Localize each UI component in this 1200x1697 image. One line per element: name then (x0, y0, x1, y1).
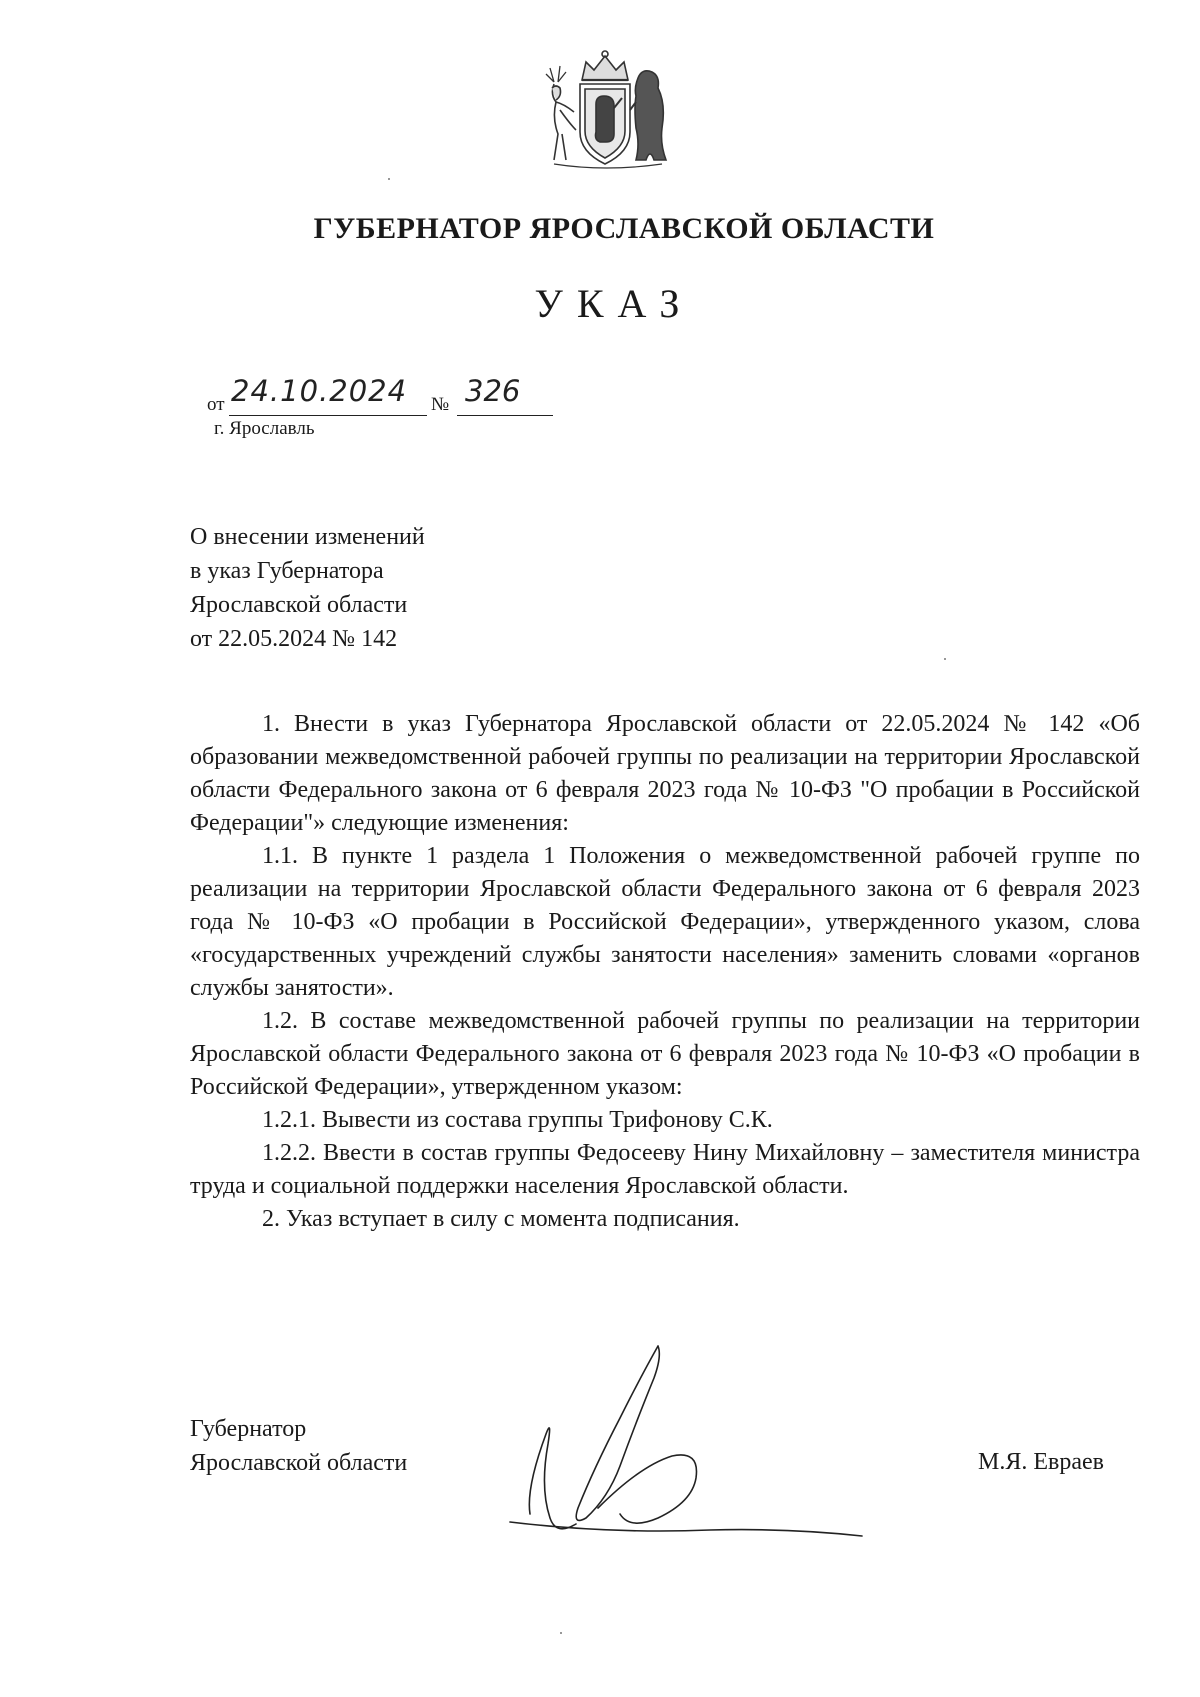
scan-speck (388, 178, 390, 180)
signer-title-line: Губернатор (190, 1416, 307, 1442)
date-prefix: от (207, 394, 225, 415)
issuing-authority-heading: ГУБЕРНАТОР ЯРОСЛАВСКОЙ ОБЛАСТИ (313, 212, 935, 245)
body-paragraph: 1.1. В пункте 1 раздела 1 Положения о межведомственной рабочей группе по реализации на территории Ярославской области Федерального закона от 6 февраля 2023 года № 10-ФЗ «О пробации в Российской Федерации», утвержденного указом, слова «государственных учреждений службы занятости населения» заменить словами «органов службы занятости». (190, 843, 1140, 1001)
signer-title (190, 1412, 407, 1480)
subject-line: от 22.05.2024 № 142 (190, 626, 398, 652)
date-underline (229, 415, 427, 416)
document-type-heading: УКАЗ (534, 281, 694, 326)
handwritten-signature-icon (490, 1338, 910, 1548)
number-prefix: № (431, 394, 450, 415)
document-body (190, 708, 1140, 1236)
body-paragraph: 1.2.2. Ввести в состав группы Федосееву Нину Михайловну – заместителя министра труда и социальной поддержки населения Ярославской области. (190, 1140, 1140, 1199)
handwritten-number: 326 (465, 374, 521, 408)
subject-line: Ярославской области (190, 592, 408, 618)
scan-speck (944, 658, 946, 660)
place-of-issue: г. Ярославль (214, 418, 315, 439)
body-paragraph: 1. Внести в указ Губернатора Ярославской области от 22.05.2024 № 142 «Об образовании межведомственной рабочей группы по реализации на территории Ярославской области Федерального закона от 6 февраля 2023 года № 10-ФЗ "О пробации в Российской Федерации"» следующие изменения: (190, 711, 1140, 836)
body-paragraph: 1.2. В составе межведомственной рабочей группы по реализации на территории Ярославской области Федерального закона от 6 февраля 2023 года № 10-ФЗ «О пробации в Российской Федерации», утвержденном указом: (190, 1008, 1140, 1100)
signer-title-line: Ярославской области (190, 1450, 408, 1476)
document-subject (190, 520, 425, 656)
coat-of-arms-icon (530, 48, 680, 178)
number-underline (457, 415, 553, 416)
subject-line: О внесении изменений (190, 524, 425, 550)
date-number-line (207, 374, 567, 420)
body-paragraph: 2. Указ вступает в силу с момента подписания. (262, 1206, 740, 1232)
body-paragraph: 1.2.1. Вывести из состава группы Трифонову С.К. (262, 1107, 773, 1133)
handwritten-date: 24.10.2024 (231, 374, 408, 408)
signer-name: М.Я. Евраев (978, 1449, 1104, 1475)
scan-speck (560, 1632, 562, 1634)
subject-line: в указ Губернатора (190, 558, 384, 584)
